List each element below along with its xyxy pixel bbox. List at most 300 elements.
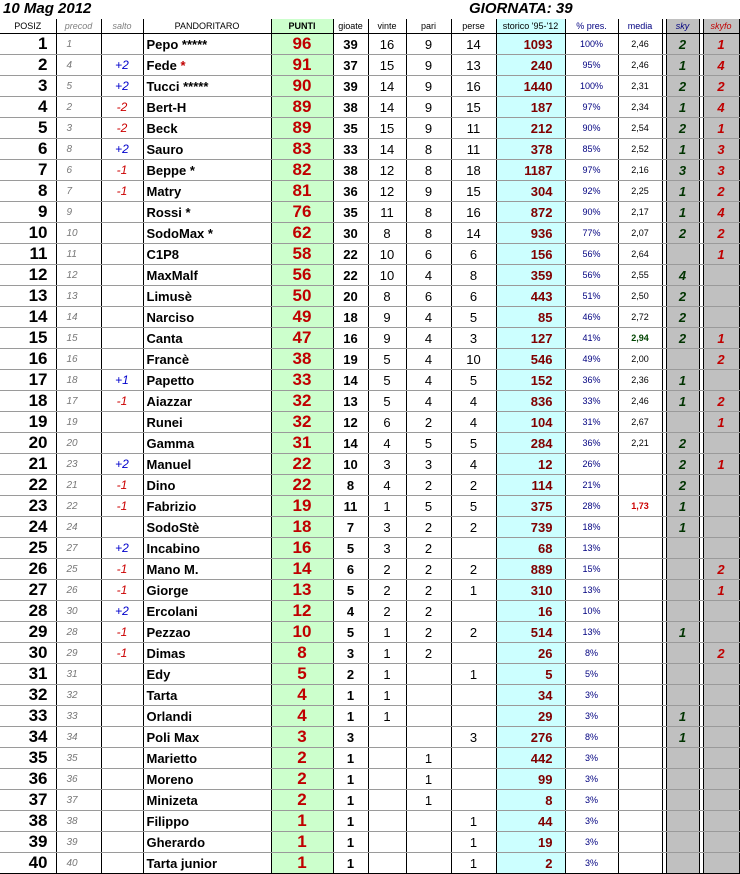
previous-position-cell: 11 (56, 244, 101, 265)
position-cell: 18 (0, 391, 56, 412)
skyfo-cell (703, 748, 739, 769)
won-cell: 4 (368, 475, 406, 496)
presence-cell: 36% (565, 370, 618, 391)
won-cell: 8 (368, 286, 406, 307)
played-cell: 12 (333, 412, 368, 433)
player-name-cell (143, 559, 271, 580)
player-name: Orlandi (146, 708, 193, 724)
position-cell: 4 (0, 97, 56, 118)
previous-position-cell: 24 (56, 517, 101, 538)
position-cell: 10 (0, 223, 56, 244)
historic-cell: 443 (496, 286, 565, 307)
previous-position-cell: 12 (56, 265, 101, 286)
points-cell: 1 (271, 811, 333, 832)
drawn-cell (406, 706, 451, 727)
lost-cell: 2 (451, 475, 496, 496)
skyfo-cell: 2 (703, 223, 739, 244)
played-cell: 1 (333, 685, 368, 706)
jump-cell (101, 34, 143, 55)
lost-cell: 1 (451, 580, 496, 601)
presence-cell: 85% (565, 139, 618, 160)
played-cell: 35 (333, 118, 368, 139)
player-name-cell (143, 664, 271, 685)
player-name-cell (143, 538, 271, 559)
points-cell: 82 (271, 160, 333, 181)
historic-cell: 12 (496, 454, 565, 475)
won-cell: 10 (368, 265, 406, 286)
historic-cell: 104 (496, 412, 565, 433)
player-name: Giorge (146, 582, 189, 598)
player-name: Filippo (146, 813, 190, 829)
played-cell: 8 (333, 475, 368, 496)
previous-position-cell: 18 (56, 370, 101, 391)
drawn-cell: 9 (406, 181, 451, 202)
points-cell: 58 (271, 244, 333, 265)
points-cell: 22 (271, 475, 333, 496)
position-cell: 2 (0, 55, 56, 76)
previous-position-cell: 38 (56, 811, 101, 832)
previous-position-cell: 13 (56, 286, 101, 307)
sky-cell (666, 244, 699, 265)
lost-cell: 2 (451, 622, 496, 643)
average-cell: 2,72 (618, 307, 662, 328)
table-row (0, 832, 739, 853)
played-cell: 2 (333, 664, 368, 685)
played-cell: 18 (333, 307, 368, 328)
jump-cell: +2 (101, 55, 143, 76)
drawn-cell: 2 (406, 622, 451, 643)
average-cell: 2,52 (618, 139, 662, 160)
position-cell: 20 (0, 433, 56, 454)
player-name: C1P8 (146, 246, 180, 262)
skyfo-cell: 2 (703, 181, 739, 202)
player-name-cell (143, 622, 271, 643)
average-cell: 2,46 (618, 391, 662, 412)
table-row (0, 433, 739, 454)
player-name: Gherardo (146, 834, 206, 850)
drawn-cell: 2 (406, 412, 451, 433)
average-cell (618, 601, 662, 622)
jump-cell (101, 265, 143, 286)
page-header (0, 0, 719, 18)
sky-cell (666, 664, 699, 685)
points-cell: 14 (271, 559, 333, 580)
lost-cell (451, 643, 496, 664)
header-giocate: gioate (333, 19, 368, 34)
played-cell: 35 (333, 202, 368, 223)
jump-cell (101, 349, 143, 370)
points-cell: 4 (271, 706, 333, 727)
won-cell: 5 (368, 391, 406, 412)
sky-cell (666, 349, 699, 370)
historic-cell: 359 (496, 265, 565, 286)
played-cell: 1 (333, 790, 368, 811)
drawn-cell: 1 (406, 769, 451, 790)
skyfo-cell (703, 601, 739, 622)
skyfo-cell (703, 475, 739, 496)
jump-cell (101, 664, 143, 685)
presence-cell: 15% (565, 559, 618, 580)
presence-cell: 13% (565, 622, 618, 643)
header-storico: storico '95-'12 (496, 19, 565, 34)
points-cell: 2 (271, 748, 333, 769)
skyfo-cell (703, 811, 739, 832)
won-cell (368, 811, 406, 832)
won-cell: 9 (368, 307, 406, 328)
skyfo-cell: 2 (703, 643, 739, 664)
sky-cell: 2 (666, 223, 699, 244)
jump-cell (101, 328, 143, 349)
presence-cell: 41% (565, 328, 618, 349)
skyfo-cell: 3 (703, 160, 739, 181)
player-name-cell (143, 370, 271, 391)
lost-cell: 6 (451, 244, 496, 265)
previous-position-cell: 2 (56, 97, 101, 118)
table-row (0, 790, 739, 811)
drawn-cell: 4 (406, 349, 451, 370)
points-cell: 18 (271, 517, 333, 538)
position-cell: 37 (0, 790, 56, 811)
lost-cell (451, 538, 496, 559)
player-name-cell (143, 391, 271, 412)
jump-cell: +2 (101, 601, 143, 622)
jump-cell: -1 (101, 622, 143, 643)
position-cell: 9 (0, 202, 56, 223)
player-name: Limusè (146, 288, 193, 304)
drawn-cell: 5 (406, 496, 451, 517)
historic-cell: 310 (496, 580, 565, 601)
drawn-cell: 4 (406, 391, 451, 412)
position-cell: 3 (0, 76, 56, 97)
skyfo-cell (703, 286, 739, 307)
average-cell (618, 559, 662, 580)
player-name: Dino (146, 477, 176, 493)
lost-cell: 5 (451, 307, 496, 328)
lost-cell: 11 (451, 139, 496, 160)
points-cell: 56 (271, 265, 333, 286)
skyfo-cell (703, 433, 739, 454)
won-cell: 2 (368, 601, 406, 622)
played-cell: 37 (333, 55, 368, 76)
points-cell: 13 (271, 580, 333, 601)
presence-cell: 97% (565, 97, 618, 118)
sky-cell: 2 (666, 328, 699, 349)
skyfo-cell (703, 538, 739, 559)
presence-cell: 33% (565, 391, 618, 412)
points-cell: 38 (271, 349, 333, 370)
skyfo-cell: 1 (703, 454, 739, 475)
points-cell: 19 (271, 496, 333, 517)
average-cell: 2,16 (618, 160, 662, 181)
player-name-cell (143, 286, 271, 307)
historic-cell: 212 (496, 118, 565, 139)
points-cell: 90 (271, 76, 333, 97)
player-name: Edy (146, 666, 171, 682)
player-name-cell (143, 769, 271, 790)
won-cell (368, 769, 406, 790)
lost-cell: 11 (451, 118, 496, 139)
drawn-cell: 9 (406, 118, 451, 139)
presence-cell: 49% (565, 349, 618, 370)
average-cell (618, 769, 662, 790)
player-name-cell (143, 601, 271, 622)
historic-cell: 8 (496, 790, 565, 811)
historic-cell: 276 (496, 727, 565, 748)
jump-cell: -1 (101, 580, 143, 601)
points-cell: 8 (271, 643, 333, 664)
drawn-cell: 1 (406, 748, 451, 769)
player-name: MaxMalf (146, 267, 198, 283)
skyfo-cell (703, 685, 739, 706)
player-name-cell (143, 34, 271, 55)
player-name: Ercolani (146, 603, 198, 619)
skyfo-cell: 3 (703, 139, 739, 160)
table-row (0, 412, 739, 433)
won-cell: 12 (368, 181, 406, 202)
average-cell (618, 622, 662, 643)
points-cell: 76 (271, 202, 333, 223)
drawn-cell (406, 832, 451, 853)
sky-cell: 1 (666, 517, 699, 538)
skyfo-cell: 1 (703, 580, 739, 601)
presence-cell: 77% (565, 223, 618, 244)
lost-cell (451, 706, 496, 727)
previous-position-cell: 20 (56, 433, 101, 454)
star-mark: * (180, 57, 186, 73)
jump-cell (101, 433, 143, 454)
won-cell: 3 (368, 517, 406, 538)
drawn-cell: 2 (406, 601, 451, 622)
lost-cell (451, 601, 496, 622)
drawn-cell: 6 (406, 286, 451, 307)
table-row (0, 706, 739, 727)
jump-cell (101, 727, 143, 748)
historic-cell: 1440 (496, 76, 565, 97)
average-cell (618, 706, 662, 727)
position-cell: 6 (0, 139, 56, 160)
presence-cell: 10% (565, 601, 618, 622)
played-cell: 22 (333, 265, 368, 286)
player-name: Tarta junior (146, 855, 218, 871)
historic-cell: 240 (496, 55, 565, 76)
header-pandoritaro: PANDORITARO (143, 19, 271, 34)
drawn-cell: 8 (406, 202, 451, 223)
average-cell: 2,54 (618, 118, 662, 139)
player-name: Tarta (146, 687, 178, 703)
played-cell: 3 (333, 643, 368, 664)
won-cell: 14 (368, 139, 406, 160)
average-cell: 2,36 (618, 370, 662, 391)
historic-cell: 936 (496, 223, 565, 244)
historic-cell: 19 (496, 832, 565, 853)
points-cell: 10 (271, 622, 333, 643)
header-vinte: vinte (368, 19, 406, 34)
points-cell: 1 (271, 832, 333, 853)
presence-cell: 90% (565, 118, 618, 139)
played-cell: 38 (333, 97, 368, 118)
points-cell: 50 (271, 286, 333, 307)
played-cell: 5 (333, 580, 368, 601)
sky-cell (666, 580, 699, 601)
jump-cell (101, 832, 143, 853)
sky-cell: 1 (666, 727, 699, 748)
historic-cell: 378 (496, 139, 565, 160)
sky-cell: 1 (666, 622, 699, 643)
player-name: Marietto (146, 750, 198, 766)
player-name-cell (143, 265, 271, 286)
jump-cell (101, 202, 143, 223)
position-cell: 14 (0, 307, 56, 328)
skyfo-cell (703, 832, 739, 853)
position-cell: 27 (0, 580, 56, 601)
points-cell: 49 (271, 307, 333, 328)
historic-cell: 836 (496, 391, 565, 412)
standings-table (0, 19, 740, 874)
skyfo-cell (703, 853, 739, 874)
player-name: SodoMax * (146, 225, 213, 241)
previous-position-cell: 23 (56, 454, 101, 475)
presence-cell: 31% (565, 412, 618, 433)
presence-cell: 36% (565, 433, 618, 454)
player-name-cell (143, 97, 271, 118)
points-cell: 83 (271, 139, 333, 160)
player-name-cell (143, 643, 271, 664)
presence-cell: 97% (565, 160, 618, 181)
historic-cell: 26 (496, 643, 565, 664)
points-cell: 31 (271, 433, 333, 454)
position-cell: 8 (0, 181, 56, 202)
skyfo-cell: 1 (703, 118, 739, 139)
average-cell: 2,94 (618, 328, 662, 349)
position-cell: 21 (0, 454, 56, 475)
player-name-cell (143, 706, 271, 727)
lost-cell: 4 (451, 391, 496, 412)
table-row (0, 97, 739, 118)
sky-cell (666, 559, 699, 580)
historic-cell: 152 (496, 370, 565, 391)
won-cell: 16 (368, 34, 406, 55)
player-name-cell (143, 748, 271, 769)
presence-cell: 8% (565, 727, 618, 748)
presence-cell: 51% (565, 286, 618, 307)
drawn-cell: 2 (406, 559, 451, 580)
played-cell: 10 (333, 454, 368, 475)
player-name: Mano M. (146, 561, 199, 577)
previous-position-cell: 19 (56, 412, 101, 433)
drawn-cell: 9 (406, 97, 451, 118)
player-name: Pezzao (146, 624, 191, 640)
lost-cell: 5 (451, 496, 496, 517)
jump-cell (101, 685, 143, 706)
played-cell: 4 (333, 601, 368, 622)
historic-cell: 127 (496, 328, 565, 349)
points-cell: 16 (271, 538, 333, 559)
jump-cell: -1 (101, 475, 143, 496)
sky-cell: 2 (666, 454, 699, 475)
previous-position-cell: 34 (56, 727, 101, 748)
drawn-cell (406, 685, 451, 706)
player-name: Fede (146, 57, 181, 73)
skyfo-cell: 4 (703, 55, 739, 76)
player-name: Minizeta (146, 792, 198, 808)
historic-cell: 187 (496, 97, 565, 118)
drawn-cell (406, 664, 451, 685)
header-punti: PUNTI (271, 19, 333, 34)
lost-cell: 16 (451, 76, 496, 97)
table-row (0, 160, 739, 181)
skyfo-cell: 2 (703, 391, 739, 412)
won-cell: 15 (368, 118, 406, 139)
jump-cell: -2 (101, 118, 143, 139)
jump-cell (101, 286, 143, 307)
header-pres: % pres. (565, 19, 618, 34)
position-cell: 7 (0, 160, 56, 181)
sky-cell: 1 (666, 706, 699, 727)
presence-cell: 3% (565, 811, 618, 832)
lost-cell: 5 (451, 433, 496, 454)
header-precod: precod (56, 19, 101, 34)
player-name: Francè (146, 351, 190, 367)
lost-cell: 13 (451, 55, 496, 76)
table-row (0, 139, 739, 160)
table-row (0, 202, 739, 223)
player-name: Pepo ***** (146, 36, 208, 52)
table-row (0, 664, 739, 685)
won-cell: 11 (368, 202, 406, 223)
position-cell: 30 (0, 643, 56, 664)
presence-cell: 3% (565, 769, 618, 790)
historic-cell: 304 (496, 181, 565, 202)
historic-cell: 442 (496, 748, 565, 769)
previous-position-cell: 33 (56, 706, 101, 727)
player-name: Narciso (146, 309, 195, 325)
played-cell: 1 (333, 769, 368, 790)
presence-cell: 90% (565, 202, 618, 223)
jump-cell (101, 790, 143, 811)
lost-cell: 14 (451, 34, 496, 55)
jump-cell (101, 706, 143, 727)
won-cell: 9 (368, 328, 406, 349)
average-cell (618, 727, 662, 748)
lost-cell: 16 (451, 202, 496, 223)
position-cell: 25 (0, 538, 56, 559)
position-cell: 24 (0, 517, 56, 538)
won-cell: 4 (368, 433, 406, 454)
skyfo-cell (703, 622, 739, 643)
sky-cell (666, 853, 699, 874)
player-name: Rossi * (146, 204, 191, 220)
historic-cell: 1093 (496, 34, 565, 55)
skyfo-cell: 2 (703, 349, 739, 370)
points-cell: 5 (271, 664, 333, 685)
historic-cell: 156 (496, 244, 565, 265)
played-cell: 39 (333, 34, 368, 55)
lost-cell: 1 (451, 811, 496, 832)
presence-cell: 56% (565, 265, 618, 286)
won-cell: 3 (368, 454, 406, 475)
average-cell: 2,67 (618, 412, 662, 433)
average-cell: 2,46 (618, 55, 662, 76)
player-name-cell (143, 244, 271, 265)
player-name-cell (143, 496, 271, 517)
player-name: Gamma (146, 435, 195, 451)
average-cell (618, 853, 662, 874)
player-name-cell (143, 139, 271, 160)
table-row (0, 559, 739, 580)
drawn-cell: 9 (406, 55, 451, 76)
lost-cell (451, 790, 496, 811)
position-cell: 15 (0, 328, 56, 349)
